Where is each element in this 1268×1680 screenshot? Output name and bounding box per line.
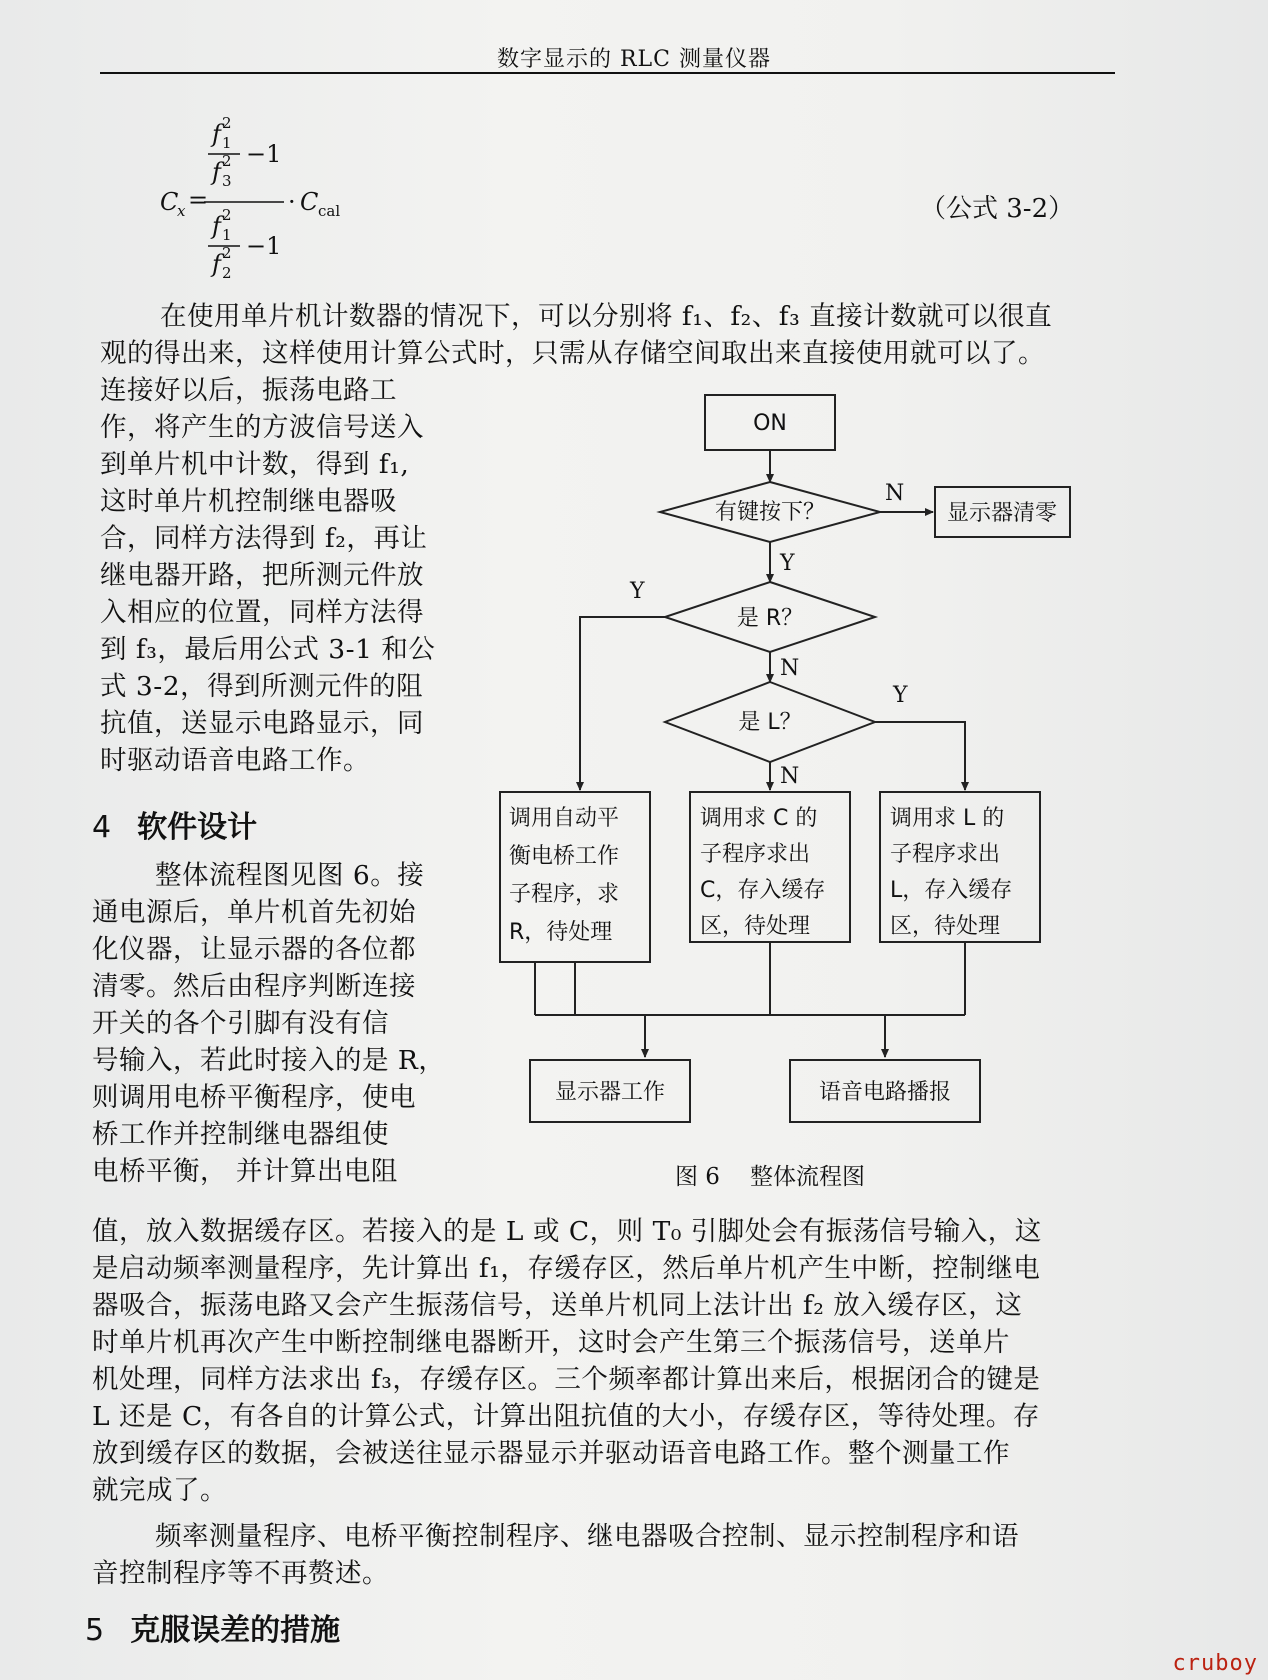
label-n: N xyxy=(780,656,800,681)
svg-text:1: 1 xyxy=(222,226,232,244)
display-work-text: 显示器工作 xyxy=(554,1080,666,1105)
label-n: N xyxy=(885,481,905,506)
box-c-line: C，存入缓存 xyxy=(700,878,826,903)
formula-cal-sub: cal xyxy=(318,202,341,220)
formula-lhs-sub: x xyxy=(177,202,186,220)
para-2-line: 到单片机中计数，得到 f₁, xyxy=(100,449,410,480)
para-3-line: 是启动频率测量程序，先计算出 f₁，存缓存区，然后单片机产生中断，控制继电 xyxy=(92,1253,1041,1284)
para-3-line: 放到缓存区的数据，会被送往显示器显示并驱动语音电路工作。整个测量工作 xyxy=(92,1438,1010,1469)
start-text: ON xyxy=(753,411,787,436)
arrow-d3-to-l xyxy=(875,722,965,790)
box-c-line: 调用求 C 的 xyxy=(700,806,818,831)
section-4-heading xyxy=(92,802,257,846)
svg-text:f: f xyxy=(212,158,221,186)
decision-is-l-text: 是 L？ xyxy=(738,710,802,735)
figure-title: 整体流程图 xyxy=(749,1164,865,1190)
section-number: 4 xyxy=(92,810,112,845)
box-l-line: 子程序求出 xyxy=(890,842,1001,867)
header-rule xyxy=(100,72,1115,74)
svg-text:f: f xyxy=(212,250,221,278)
para-1-line-2: 观的得出来，这样使用计算公式时，只需从存储空间取出来直接使用就可以了。 xyxy=(100,338,1045,369)
figure-number: 图 6 xyxy=(675,1164,720,1190)
svg-text:2: 2 xyxy=(222,264,232,282)
svg-text:2: 2 xyxy=(222,244,232,262)
para-2-line: 作，将产生的方波信号送入 xyxy=(100,412,424,443)
formula-dot: · xyxy=(288,188,296,216)
box-l-line: 区，待处理 xyxy=(890,914,1001,939)
formula-f1: f xyxy=(212,120,221,148)
figure-caption xyxy=(675,1158,865,1191)
para-2-line: 抗值，送显示电路显示，同 xyxy=(100,708,424,739)
section-title: 克服误差的措施 xyxy=(130,1613,341,1648)
section-number: 5 xyxy=(85,1613,105,1648)
para-3-line: 清零。然后由程序判断连接 xyxy=(92,971,416,1002)
para-4-line: 频率测量程序、电桥平衡控制程序、继电器吸合控制、显示控制程序和语 xyxy=(155,1521,1019,1552)
para-1-line-1: 在使用单片机计数器的情况下，可以分别将 f₁、f₂、f₃ 直接计数就可以很直 xyxy=(160,301,1053,332)
para-3-line: 开关的各个引脚有没有信 xyxy=(92,1008,389,1039)
svg-text:2: 2 xyxy=(222,114,232,132)
para-3-line: 通电源后，单片机首先初始 xyxy=(92,897,416,928)
clear-display-text: 显示器清零 xyxy=(946,501,1058,526)
running-header: 数字显示的 RLC 测量仪器 xyxy=(497,47,771,72)
box-r-line: 衡电桥工作 xyxy=(509,844,620,869)
para-2-line: 式 3-2，得到所测元件的阻 xyxy=(100,671,424,702)
label-n: N xyxy=(780,764,800,789)
para-3-line: 化仪器，让显示器的各位都 xyxy=(92,934,416,965)
para-3-line: 桥工作并控制继电器组使 xyxy=(92,1119,389,1150)
para-2-line: 连接好以后，振荡电路工 xyxy=(100,375,397,406)
para-2-line: 时驱动语音电路工作。 xyxy=(100,745,370,776)
section-title: 软件设计 xyxy=(137,810,258,845)
flowchart-figure-6 xyxy=(495,385,1115,1145)
svg-text:2: 2 xyxy=(222,152,232,170)
para-2-line: 这时单片机控制继电器吸 xyxy=(100,486,397,517)
para-2-line: 继电器开路，把所测元件放 xyxy=(100,560,424,591)
para-3-line: 时单片机再次产生中断控制继电器断开，这时会产生第三个振荡信号，送单片 xyxy=(92,1327,1010,1358)
svg-text:=: = xyxy=(188,186,209,214)
para-3-line: 则调用电桥平衡程序，使电 xyxy=(92,1082,416,1113)
para-3-line: 值，放入数据缓存区。若接入的是 L 或 C，则 T₀ 引脚处会有振荡信号输入，这 xyxy=(92,1216,1042,1247)
para-3-line: 就完成了。 xyxy=(92,1475,227,1506)
box-r-line: 调用自动平 xyxy=(509,806,620,831)
label-y: Y xyxy=(893,683,908,708)
para-3-line: 器吸合，振荡电路又会产生振荡信号，送单片机同上法计出 f₂ 放入缓存区，这 xyxy=(92,1290,1023,1321)
box-r-line: R，待处理 xyxy=(509,920,613,945)
para-3-line: 电桥平衡， 并计算出电阻 xyxy=(92,1156,398,1187)
arrow-d2-to-r xyxy=(580,617,665,790)
para-2-line: 合，同样方法得到 f₂，再让 xyxy=(100,523,428,554)
para-3-line: 机处理，同样方法求出 f₃，存缓存区。三个频率都计算出来后，根据闭合的键是 xyxy=(92,1364,1041,1395)
svg-text:−1: −1 xyxy=(246,232,282,260)
para-2-line: 到 f₃，最后用公式 3-1 和公 xyxy=(100,634,436,665)
formula-minus-one: −1 xyxy=(246,140,282,168)
box-c-line: 区，待处理 xyxy=(700,914,811,939)
formula-cal: C xyxy=(300,188,319,216)
formula-3-2 xyxy=(160,112,440,287)
para-3-line: 号输入，若此时接入的是 R， xyxy=(92,1045,446,1076)
decision-key-pressed-text: 有键按下？ xyxy=(714,500,826,525)
svg-text:1: 1 xyxy=(222,134,232,152)
para-3-line: 整体流程图见图 6。接 xyxy=(155,860,425,891)
svg-text:f: f xyxy=(212,212,221,240)
svg-text:C: C xyxy=(160,188,179,216)
label-y: Y xyxy=(630,579,645,604)
para-2-line: 入相应的位置，同样方法得 xyxy=(100,597,424,628)
box-l-line: 调用求 L 的 xyxy=(890,806,1005,831)
section-5-heading xyxy=(85,1605,340,1649)
voice-text: 语音电路播报 xyxy=(818,1080,952,1105)
decision-is-r-text: 是 R？ xyxy=(736,606,804,631)
formula-label: （公式 3-2） xyxy=(920,194,1075,224)
para-4-line: 音控制程序等不再赘述。 xyxy=(92,1558,389,1589)
label-y: Y xyxy=(780,551,795,576)
box-r-line: 子程序，求 xyxy=(509,882,620,907)
svg-text:2: 2 xyxy=(222,206,232,224)
para-3-line: L 还是 C，有各自的计算公式，计算出阻抗值的大小，存缓存区，等待处理。存 xyxy=(92,1401,1040,1432)
watermark: cruboy xyxy=(1172,1651,1258,1676)
svg-text:3: 3 xyxy=(222,172,232,190)
box-c-line: 子程序求出 xyxy=(700,842,811,867)
box-l-line: L，存入缓存 xyxy=(890,878,1013,903)
